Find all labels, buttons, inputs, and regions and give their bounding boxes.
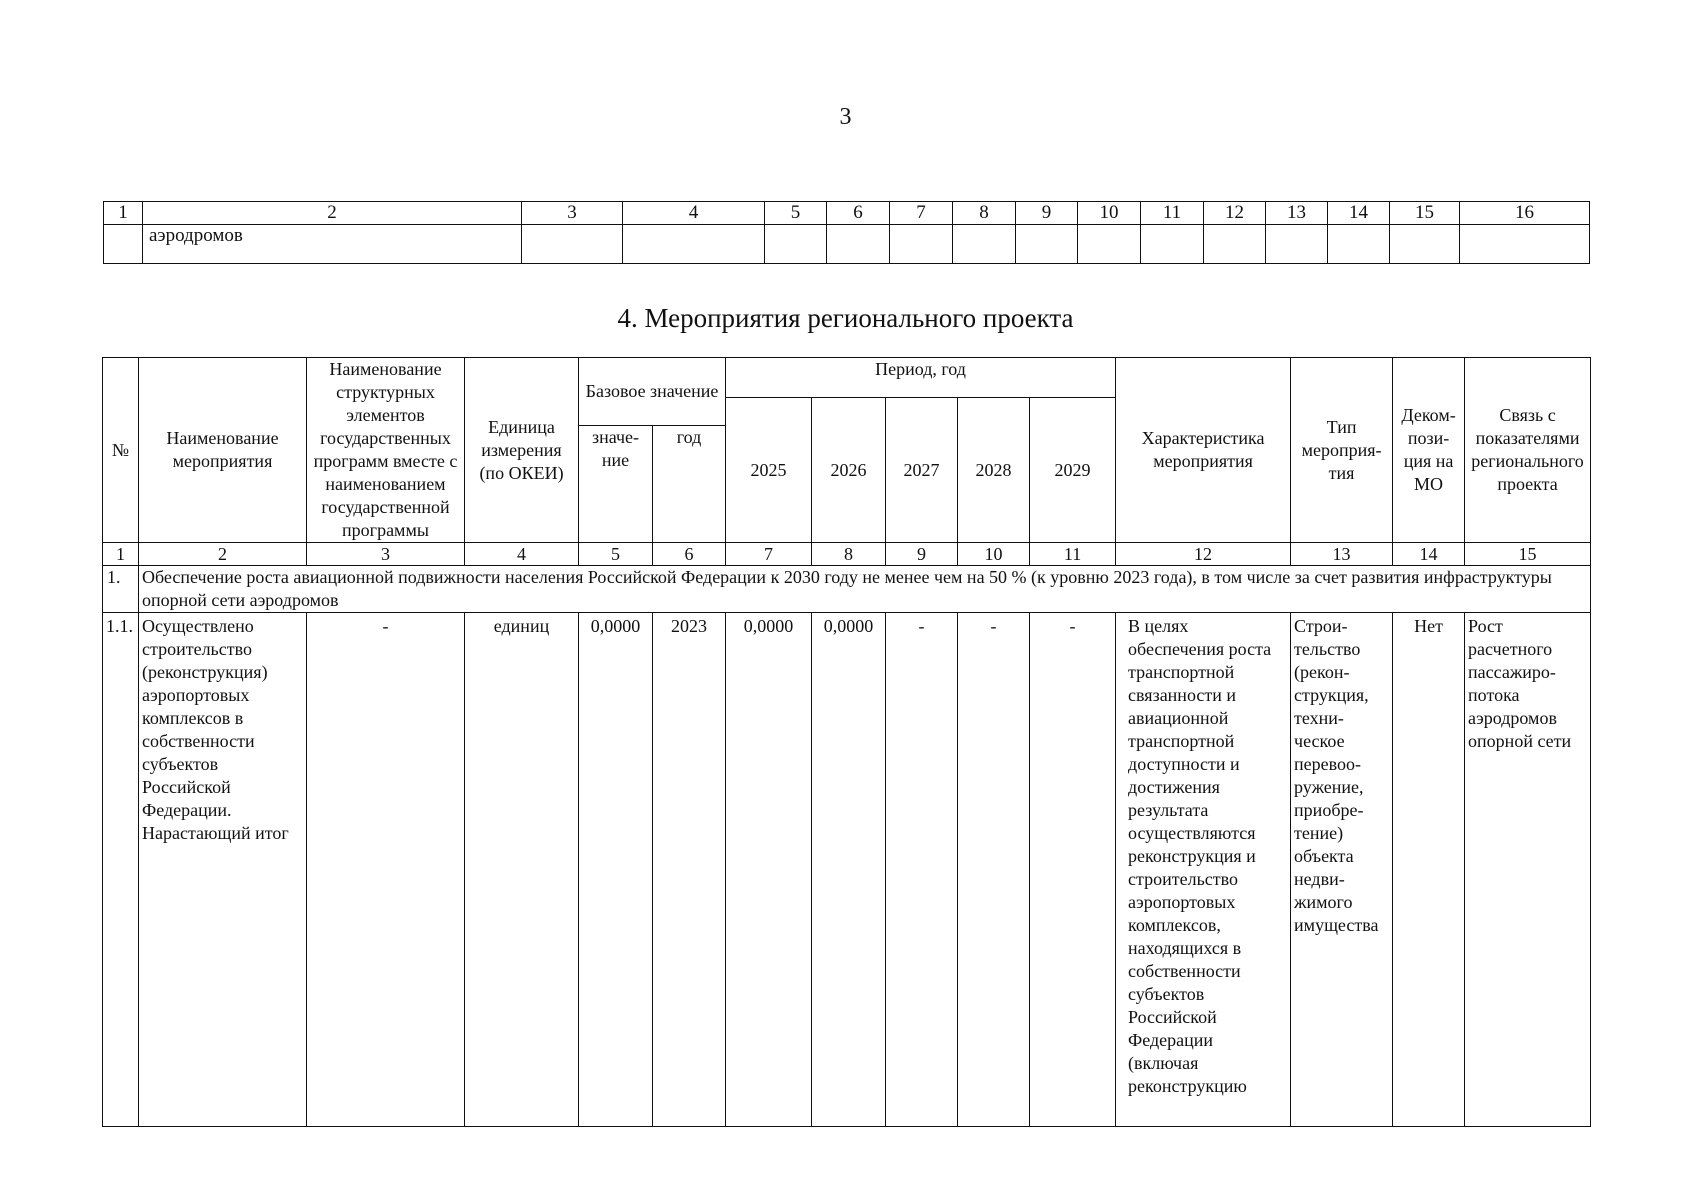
header-link: Связь с показателями регионального проекта xyxy=(1465,358,1591,543)
header-year: 2027 xyxy=(886,398,958,543)
activity-value-2025: 0,0000 xyxy=(726,613,812,1127)
table-cell xyxy=(1266,225,1328,264)
column-number: 5 xyxy=(765,202,827,225)
column-number: 4 xyxy=(465,543,579,566)
column-number: 2 xyxy=(143,202,522,225)
column-number: 6 xyxy=(827,202,890,225)
column-number: 7 xyxy=(890,202,953,225)
column-number: 12 xyxy=(1204,202,1266,225)
header-decomp: Деком-пози-ция на МО xyxy=(1393,358,1465,543)
header-num: № xyxy=(103,358,139,543)
column-number: 8 xyxy=(812,543,886,566)
activity-base-value: 0,0000 xyxy=(579,613,653,1127)
header-unit: Единица измерения (по ОКЕИ) xyxy=(465,358,579,543)
header-year: 2025 xyxy=(726,398,812,543)
column-number: 5 xyxy=(579,543,653,566)
column-number: 8 xyxy=(953,202,1016,225)
header-struct: Наименование структурных элементов государственных программ вместе с наименованием государственной программы xyxy=(307,358,465,543)
table-cell xyxy=(1016,225,1078,264)
table-cell xyxy=(1390,225,1460,264)
table-cell xyxy=(765,225,827,264)
column-number: 14 xyxy=(1328,202,1390,225)
table-cell xyxy=(827,225,890,264)
column-number: 7 xyxy=(726,543,812,566)
table-cell xyxy=(1328,225,1390,264)
column-number: 12 xyxy=(1116,543,1291,566)
column-number: 1 xyxy=(104,202,143,225)
activity-link: Рост расчетного пассажиро-потока аэродромов опорной сети xyxy=(1465,613,1591,1127)
header-row xyxy=(103,358,1591,398)
header-period: Период, год xyxy=(726,358,1116,398)
column-number: 9 xyxy=(886,543,958,566)
activity-struct: - xyxy=(307,613,465,1127)
table-cell xyxy=(1141,225,1204,264)
column-number: 15 xyxy=(1390,202,1460,225)
table-cell xyxy=(1460,225,1590,264)
activity-characteristic: В целях обеспечения роста транспортной связанности и авиационной транспортной доступности и достижения результата осуществляются реконструкция и строительство аэропортовых комплексов, находящихся в собственности субъектов Российской Федерации (включая реконструкцию xyxy=(1116,613,1291,1127)
column-number: 3 xyxy=(307,543,465,566)
table-cell xyxy=(953,225,1016,264)
column-number: 11 xyxy=(1030,543,1116,566)
table-cell xyxy=(1204,225,1266,264)
activity-base-year: 2023 xyxy=(653,613,726,1127)
activity-row xyxy=(103,613,1591,1127)
column-number: 11 xyxy=(1141,202,1204,225)
group-row xyxy=(103,566,1591,613)
header-characteristic: Характеристика мероприятия xyxy=(1116,358,1291,543)
activity-decomp: Нет xyxy=(1393,613,1465,1127)
column-number: 15 xyxy=(1465,543,1591,566)
column-number-row xyxy=(104,202,1590,225)
group-number: 1. xyxy=(103,566,139,613)
column-number: 13 xyxy=(1291,543,1393,566)
activity-value-2029: - xyxy=(1030,613,1116,1127)
header-name: Наименование мероприятия xyxy=(139,358,307,543)
column-number: 2 xyxy=(139,543,307,566)
column-number: 10 xyxy=(1078,202,1141,225)
section-title: 4. Мероприятия регионального проекта xyxy=(617,303,1074,333)
activity-value-2026: 0,0000 xyxy=(812,613,886,1127)
page-number: 3 xyxy=(839,104,852,130)
activity-unit: единиц xyxy=(465,613,579,1127)
column-number: 13 xyxy=(1266,202,1328,225)
continued-indicators-table xyxy=(103,201,1590,264)
column-number-row xyxy=(103,543,1591,566)
header-base-value: значе-ние xyxy=(579,426,653,543)
activity-value-2027: - xyxy=(886,613,958,1127)
header-year: 2029 xyxy=(1030,398,1116,543)
column-number: 16 xyxy=(1460,202,1590,225)
column-number: 1 xyxy=(103,543,139,566)
header-year: 2026 xyxy=(812,398,886,543)
project-activities-table xyxy=(102,357,1591,1127)
table-cell xyxy=(104,225,143,264)
continuation-row xyxy=(104,225,1590,264)
table-cell xyxy=(1078,225,1141,264)
header-year: 2028 xyxy=(958,398,1030,543)
column-number: 3 xyxy=(522,202,623,225)
activity-value-2028: - xyxy=(958,613,1030,1127)
group-text: Обеспечение роста авиационной подвижности населения Российской Федерации к 2030 году не менее чем на 50 % (к уровню 2023 года), в том числе за счет развития инфраструктуры опорной сети аэродромов xyxy=(139,566,1591,613)
column-number: 4 xyxy=(623,202,765,225)
column-number: 10 xyxy=(958,543,1030,566)
table-cell xyxy=(522,225,623,264)
activity-number: 1.1. xyxy=(103,613,139,1127)
column-number: 6 xyxy=(653,543,726,566)
continuation-text: аэродромов xyxy=(143,225,522,264)
header-base: Базовое значение xyxy=(579,358,726,426)
column-number: 14 xyxy=(1393,543,1465,566)
column-number: 9 xyxy=(1016,202,1078,225)
activity-name: Осуществлено строительство (реконструкция) аэропортовых комплексов в собственности субъектов Российской Федерации. Нарастающий итог xyxy=(139,613,307,1127)
header-type: Тип мероприя-тия xyxy=(1291,358,1393,543)
header-base-year: год xyxy=(653,426,726,543)
table-cell xyxy=(890,225,953,264)
table-cell xyxy=(623,225,765,264)
activity-type: Строи-тельство (рекон-струкция, техни-ческое перевоо-ружение, приобре-тение) объекта недви-жимого имущества xyxy=(1291,613,1393,1127)
